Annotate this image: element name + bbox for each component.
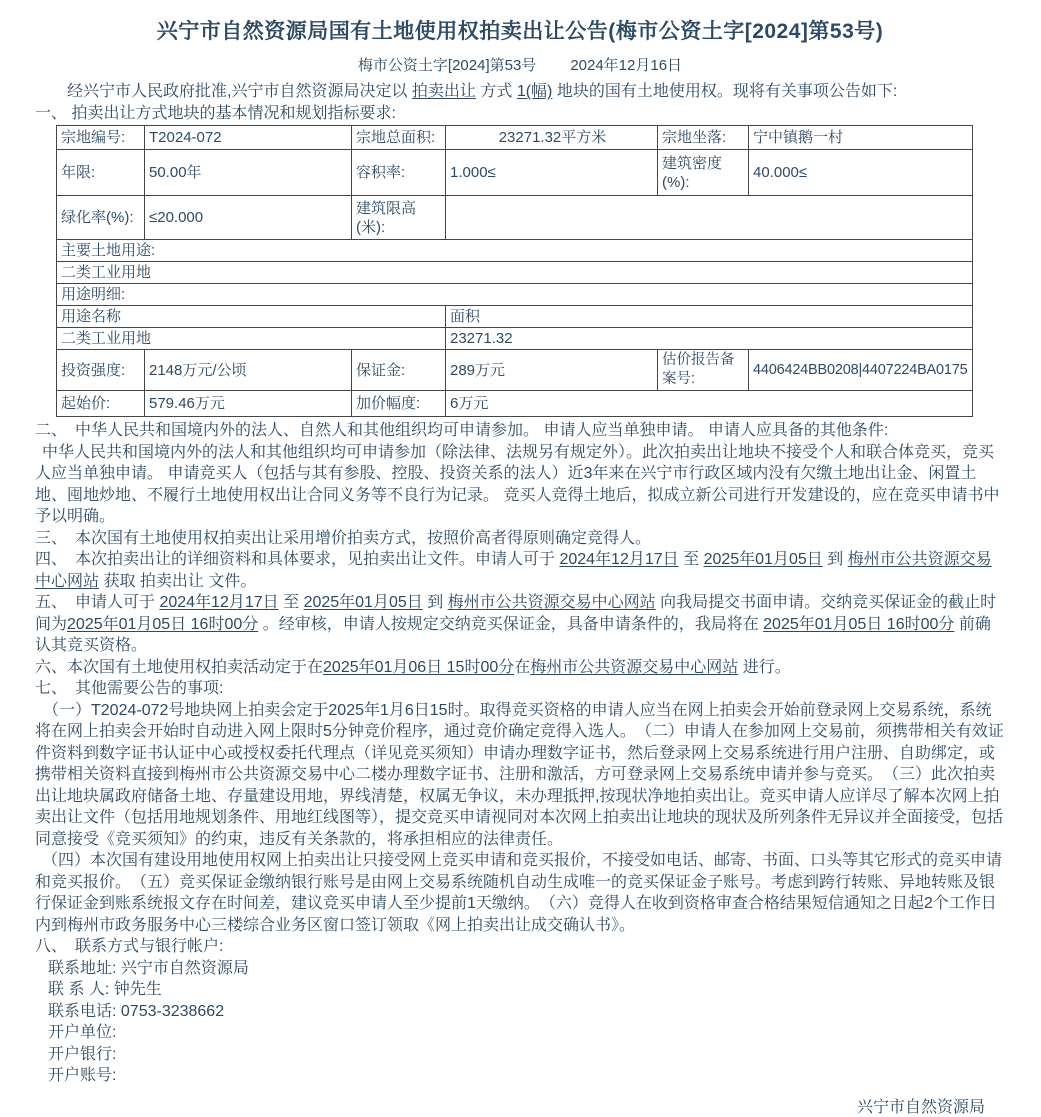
green-rate-label: 绿化率(%):: [57, 196, 145, 240]
investment-value: 2148万元/公顷: [145, 350, 352, 391]
increment-label: 加价幅度:: [352, 391, 446, 417]
term-value: 50.00年: [145, 150, 352, 196]
plain-text: 至: [278, 594, 304, 611]
underlined-text: 2025年01月05日 16时00分: [67, 615, 259, 633]
parcel-no-value: T2024-072: [145, 126, 352, 150]
appraisal-no-value: 4406424BB0208|4407224BA0175: [749, 350, 973, 391]
deposit-value: 289万元: [446, 350, 658, 391]
section-7-heading: 七、 其他需要公告的事项:: [35, 680, 224, 697]
section-5: [35, 592, 1005, 657]
start-price-label: 起始价:: [57, 391, 145, 417]
underlined-text: 2024年12月17日: [559, 551, 679, 568]
table-row: [57, 240, 973, 262]
plain-text: 经兴宁市人民政府批准,兴宁市自然资源局决定以: [35, 83, 412, 100]
plain-text: 。经审核，申请人按规定交纳竞买保证金，具备申请条件的，我局将在: [258, 615, 764, 633]
far-value: 1.000≤: [446, 150, 658, 196]
table-row: [57, 150, 973, 196]
location-label: 宗地坐落:: [658, 126, 749, 150]
contact-phone: 联系电话: 0753-3238662: [48, 1002, 225, 1020]
table-row: [57, 284, 973, 306]
density-label: 建筑密度(%):: [658, 150, 749, 196]
plain-text: 前确认其竞买资格。: [35, 615, 991, 654]
parcel-no-label: 宗地编号:: [57, 126, 145, 150]
green-rate-value: ≤20.000: [145, 196, 352, 240]
plain-text: 地块的国有土地使用权。现将有关事项公告如下:: [552, 83, 898, 100]
section-7-para-2: （四）本次国有建设用地使用权网上拍卖出让只接受网上竞买申请和竞买报价，不接受如电话、邮寄、书面、口头等其它形式的竞买申请和竞买报价。 （五）竞买保证金缴纳银行账号是由网上交易系统随机自动生成唯一的竞买保证金子账号。考虑到跨行转账、异地转账及银行保证金到账系统报文存在时间差，建议竞买申请人至少提前1天缴纳。 （六）竞得人在收到资格审查合格结果短信通知之日起2个工作日内到梅州市政务服务中心三楼综合业务区窗口签订领取《网上拍卖出让成交确认书》。: [35, 852, 1003, 934]
density-value: 40.000≤: [749, 150, 973, 196]
section-7-para-1: （一）T2024-072号地块网上拍卖会定于2025年1月6日15时。取得竞买资格的申请人应当在网上拍卖会开始前登录网上交易系统，系统将在网上拍卖会开始时自动进入网上限时5分钟竞价程序，通过竞价确定竞得入选人。 （二）申请人在参加网上交易前，须携带相关有效证件资料到数字证书认证中心或授权委托代理点（详见竞买须知）申请办理数字证书，然后登录网上交易系统进行用户注册、自助绑定，或携带相关资料直接到梅州市公共资源交易中心二楼办理数字证书、注册和激活，方可登录网上交易系统申请并参与竞买。 （三）此次拍卖出让地块属政府储备土地、存量建设用地，界线清楚，权属无争议，未办理抵押,按现状净地拍卖出让。竞买申请人应详尽了解本次网上拍卖出让文件（包括用地规划条件、用地红线图等），提交竞买申请视同对本次网上拍卖出让地块的现状及所列条件无异议并全面接受，包括同意接受《竞买须知》的约束，违反有关条款的，将承担相应的法律责任。: [35, 701, 1004, 848]
plain-text: 六、本次国有土地使用权拍卖活动定于在: [35, 658, 324, 676]
main-use-label: 主要土地用途:: [57, 240, 973, 262]
doc-date: 2024年12月16日: [570, 57, 683, 74]
issuer-signature: 兴宁市自然资源局: [856, 1098, 985, 1116]
plain-text: 获取 拍卖出让 文件。: [99, 572, 257, 590]
increment-value: 6万元: [446, 391, 973, 417]
plain-text: 四、 本次拍卖出让的详细资料和具体要求，见拍卖出让文件。申请人可于: [35, 551, 560, 568]
account-no-line: 开户账号:: [48, 1067, 117, 1084]
table-row: [57, 196, 973, 240]
term-label: 年限:: [57, 150, 145, 196]
start-price-value: 579.46万元: [145, 391, 352, 417]
far-label: 容积率:: [352, 150, 446, 196]
location-value: 宁中镇鹅一村: [749, 126, 973, 150]
plain-text: 方式: [475, 83, 517, 100]
total-area-value: 23271.32平方米: [446, 126, 658, 150]
section-6: [35, 657, 1005, 679]
doc-meta-line: [35, 54, 1005, 75]
total-area-label: 宗地总面积:: [352, 126, 446, 150]
table-row: [57, 328, 973, 350]
underlined-text: 1(幅): [516, 83, 553, 100]
land-info-table: [56, 125, 973, 417]
plain-text: 五、 申请人可于: [35, 594, 160, 611]
plain-text: 至: [678, 551, 704, 568]
plain-text: 到: [422, 594, 448, 611]
contact-address: 联系地址: 兴宁市自然资源局: [48, 959, 249, 977]
use-detail-label: 用途明细:: [57, 284, 973, 306]
table-row: [57, 350, 973, 391]
use-name-value: 二类工业用地: [57, 328, 446, 350]
underlined-text: 梅州市公共资源交易中心网站: [530, 658, 739, 676]
doc-number: 梅市公资土字[2024]第53号: [357, 57, 537, 74]
underlined-text: 2025年01月05日 16时00分: [763, 615, 955, 633]
intro-paragraph: [35, 81, 1005, 103]
section-8-heading: 八、 联系方式与银行帐户:: [35, 938, 224, 955]
contact-person: 联 系 人: 钟先生: [48, 981, 162, 998]
underlined-text: 2025年01月05日: [703, 551, 823, 568]
section-2-body: 中华人民共和国境内外的法人和其他组织均可申请参加（除法律、法规另有规定外）。此次拍卖出让地块不接受个人和联合体竞买，竞买人应当单独申请。 申请竞买人（包括与其有参股、控股、投资关系的法人）近3年来在兴宁市行政区域内没有欠缴土地出让金、闲置土地、囤地炒地、不履行土地使用权出让合同义务等不良行为记录。 竞买人竞得土地后，拟成立新公司进行开发建设的，应在竞买申请书中予以明确。: [35, 443, 1000, 525]
account-unit-line: 开户单位:: [48, 1024, 117, 1041]
underlined-text: 梅州市公共资源交易中心网站: [35, 551, 992, 590]
table-row: [57, 262, 973, 284]
main-use-value: 二类工业用地: [57, 262, 973, 284]
height-limit-label: 建筑限高(米):: [352, 196, 446, 240]
investment-label: 投资强度:: [57, 350, 145, 391]
page-title: 兴宁市自然资源局国有土地使用权拍卖出让公告(梅市公资土字[2024]第53号): [156, 20, 884, 43]
section-4: [35, 549, 1005, 592]
section-3: 三、 本次国有土地使用权拍卖出让采用增价拍卖方式，按照价高者得原则确定竞得人。: [35, 529, 652, 547]
bank-line: 开户银行:: [48, 1045, 117, 1063]
section-1-heading: 一、 拍卖出让方式地块的基本情况和规划指标要求:: [35, 104, 396, 122]
table-row: [57, 306, 973, 328]
underlined-text: 2025年01月06日 15时00分: [323, 658, 515, 676]
plain-text: 进行。: [738, 658, 791, 676]
underlined-text: 拍卖出让: [411, 83, 476, 100]
underlined-text: 梅州市公共资源交易中心网站: [447, 594, 656, 611]
section-2-heading: 二、 中华人民共和国境内外的法人、自然人和其他组织均可申请参加。 申请人应当单独申请。 申请人应具备的其他条件:: [35, 422, 889, 439]
contact-block: [35, 958, 1005, 1087]
underlined-text: 2024年12月17日: [159, 594, 279, 611]
plain-text: 到: [822, 551, 848, 568]
plain-text: 向我局提交书面申请。交纳竞买保证金的截止时间为: [35, 594, 997, 633]
underlined-text: 2025年01月05日: [303, 594, 423, 611]
plain-text: 在: [514, 658, 531, 676]
table-row: [57, 391, 973, 417]
height-limit-value: [446, 196, 973, 240]
use-area-value: 23271.32: [446, 328, 973, 350]
area-header: 面积: [446, 306, 973, 328]
deposit-label: 保证金:: [352, 350, 446, 391]
use-name-header: 用途名称: [57, 306, 446, 328]
table-row: [57, 126, 973, 150]
appraisal-no-label: 估价报告备案号:: [658, 350, 749, 391]
